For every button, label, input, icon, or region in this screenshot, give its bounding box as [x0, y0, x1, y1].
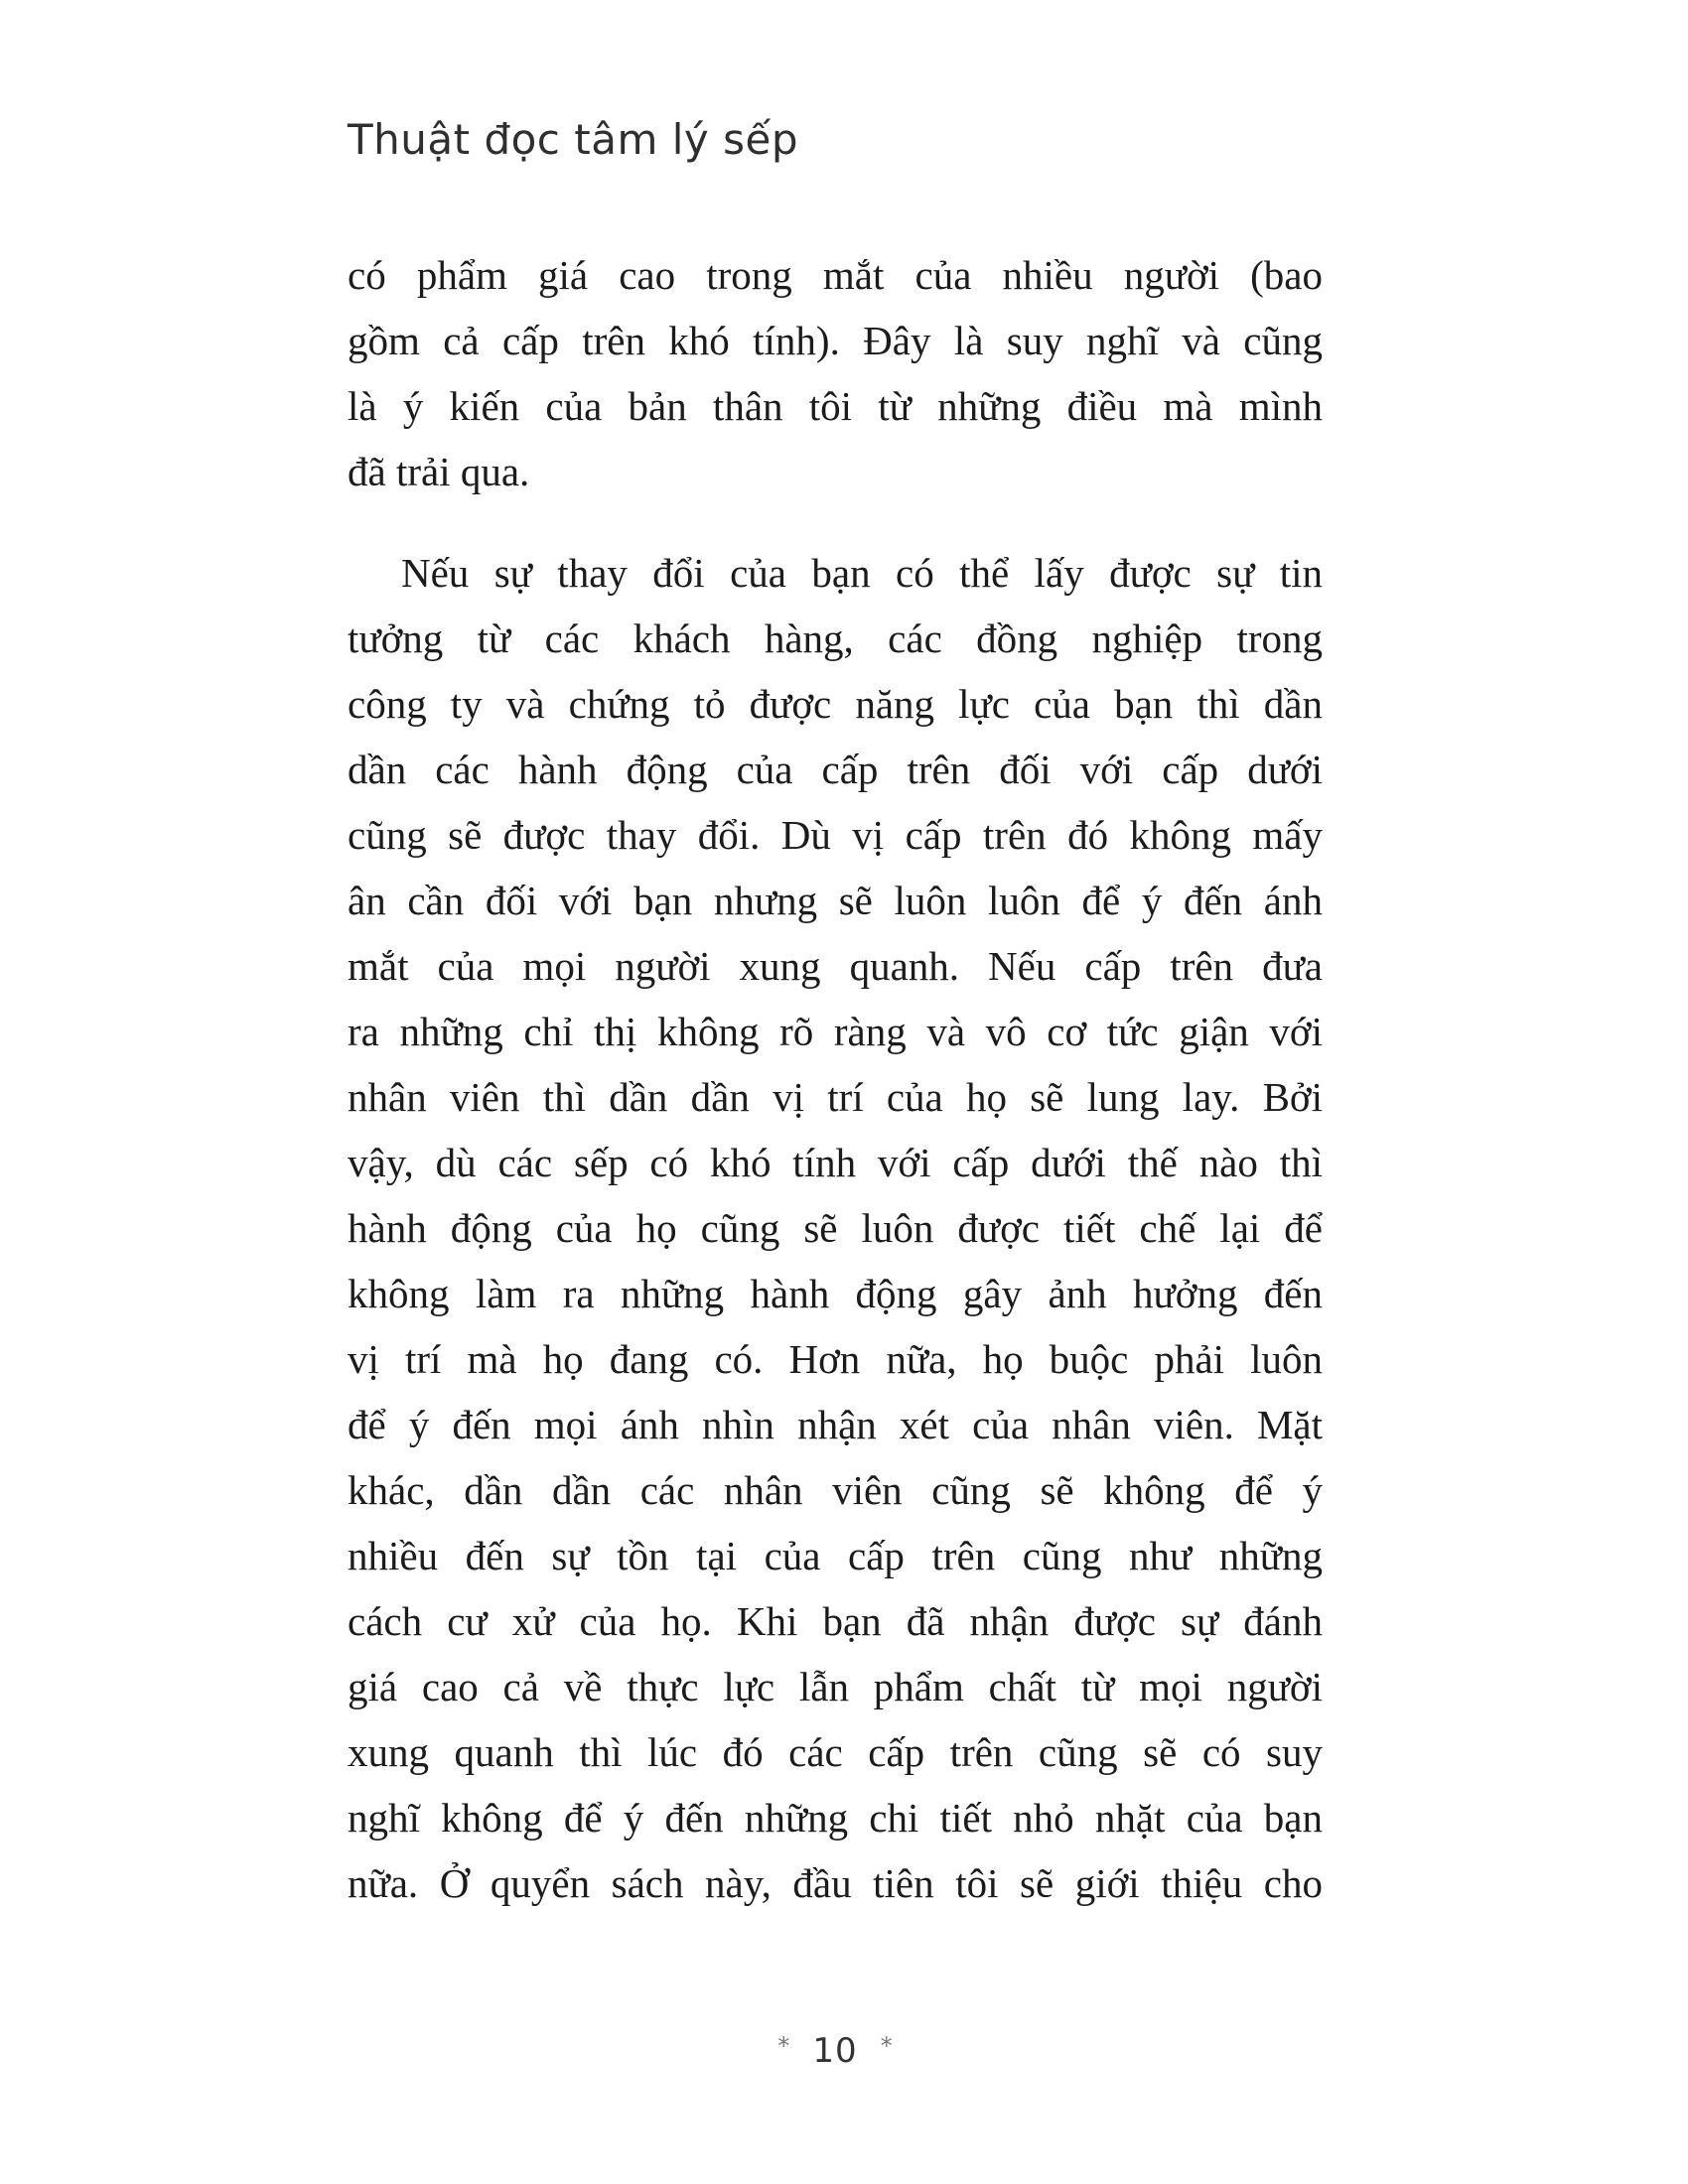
text-line: là ý kiến của bản thân tôi từ những điều mà mình	[348, 383, 1323, 429]
paragraph	[348, 242, 1323, 504]
page-number: 10	[812, 2031, 858, 2071]
text-line: ra những chỉ thị không rõ ràng và vô cơ tức giận với	[348, 1009, 1323, 1054]
footer-ornament-star: *	[777, 2032, 790, 2060]
text-line: nghĩ không để ý đến những chi tiết nhỏ nhặt của bạn	[348, 1795, 1323, 1841]
running-header: Thuật đọc tâm lý sếp	[348, 115, 798, 164]
text-line: có phẩm giá cao trong mắt của nhiều người (bao	[348, 252, 1323, 298]
text-line: nhân viên thì dần dần vị trí của họ sẽ lung lay. Bởi	[348, 1074, 1323, 1120]
text-line: mắt của mọi người xung quanh. Nếu cấp trên đưa	[348, 943, 1323, 989]
body-text	[348, 242, 1323, 1916]
text-line: Nếu sự thay đổi của bạn có thể lấy được sự tin	[401, 550, 1323, 596]
text-line: cũng sẽ được thay đổi. Dù vị cấp trên đó không mấy	[348, 812, 1323, 858]
text-line: khác, dần dần các nhân viên cũng sẽ không để ý	[348, 1467, 1323, 1513]
text-line: vị trí mà họ đang có. Hơn nữa, họ buộc phải luôn	[348, 1336, 1323, 1382]
text-line: hành động của họ cũng sẽ luôn được tiết chế lại để	[348, 1205, 1323, 1251]
text-line: cách cư xử của họ. Khi bạn đã nhận được sự đánh	[348, 1598, 1323, 1644]
text-line: đã trải qua.	[348, 449, 530, 494]
text-line: xung quanh thì lúc đó các cấp trên cũng sẽ có suy	[348, 1729, 1323, 1775]
text-line: gồm cả cấp trên khó tính). Đây là suy nghĩ và cũng	[348, 318, 1323, 363]
text-line: nữa. Ở quyển sách này, đầu tiên tôi sẽ giới thiệu cho	[348, 1860, 1323, 1906]
text-line: để ý đến mọi ánh nhìn nhận xét của nhân viên. Mặt	[348, 1402, 1323, 1447]
text-line: vậy, dù các sếp có khó tính với cấp dưới thế nào thì	[348, 1140, 1323, 1185]
text-line: ân cần đối với bạn nhưng sẽ luôn luôn để ý đến ánh	[348, 878, 1323, 923]
text-line: nhiều đến sự tồn tại của cấp trên cũng như những	[348, 1533, 1323, 1578]
paragraph	[348, 540, 1323, 1916]
text-line: giá cao cả về thực lực lẫn phẩm chất từ mọi người	[348, 1664, 1323, 1709]
page-footer	[348, 2031, 1323, 2071]
text-line: dần các hành động của cấp trên đối với cấp dưới	[348, 747, 1323, 792]
text-line: công ty và chứng tỏ được năng lực của bạn thì dần	[348, 681, 1323, 727]
text-line: không làm ra những hành động gây ảnh hưởng đến	[348, 1271, 1323, 1316]
text-line: tưởng từ các khách hàng, các đồng nghiệp trong	[348, 615, 1323, 661]
footer-ornament-star: *	[880, 2032, 893, 2060]
